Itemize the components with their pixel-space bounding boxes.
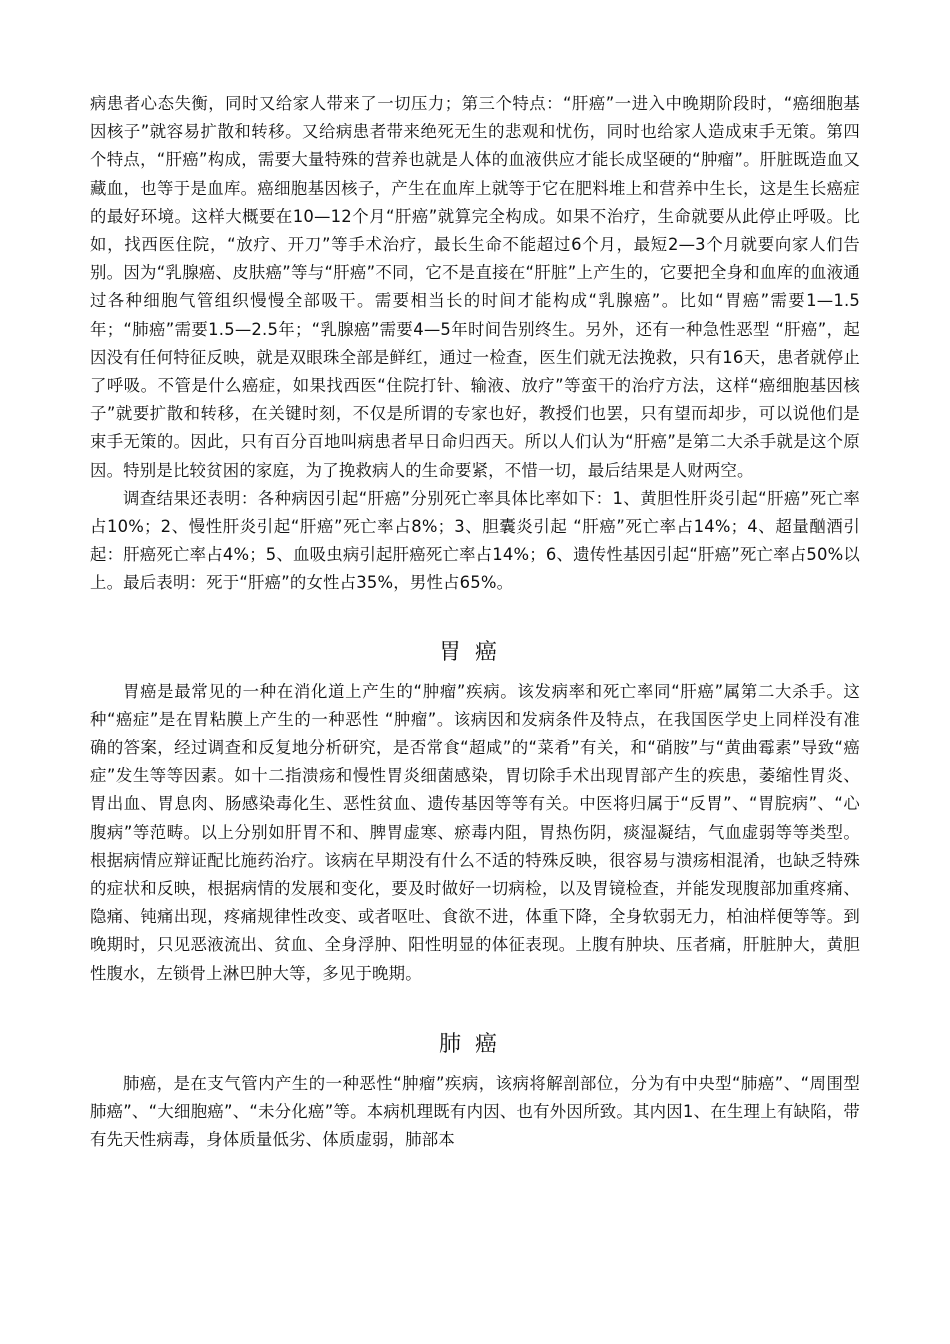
document-page [90, 90, 860, 1155]
paragraph-liver-cancer-continued: 病患者心态失衡，同时又给家人带来了一切压力；第三个特点：“肝癌”一进入中晚期阶段时，“癌细胞基因核子”就容易扩散和转移。又给病患者带来绝死无生的悲观和忧伤，同时也给家人造成束手无策。第四个特点，“肝癌”构成，需要大量特殊的营养也就是人体的血液供应才能长成坚硬的“肿瘤”。肝脏既造血又藏血，也等于是血库。癌细胞基因核子，产生在血库上就等于它在肥料堆上和营养中生长，这是生长癌症的最好环境。这样大概要在10—12个月“肝癌”就算完全构成。如果不治疗，生命就要从此停止呼吸。比如，找西医住院，“放疗、开刀”等手术治疗，最长生命不能超过6个月，最短2—3个月就要向家人们告别。因为“乳腺癌、皮肤癌”等与“肝癌”不同，它不是直接在“肝脏”上产生的，它要把全身和血库的血液通过各种细胞气管组织慢慢全部吸干。需要相当长的时间才能构成“乳腺癌”。比如“胃癌”需要1—1.5年；“肺癌”需要1.5—2.5年；“乳腺癌”需要4—5年时间告别终生。另外，还有一种急性恶型 “肝癌”，起因没有任何特征反映，就是双眼珠全部是鲜红，通过一检查，医生们就无法挽救，只有16天，患者就停止了呼吸。不管是什么癌症，如果找西医“住院打针、输液、放疗”等蛮干的治疗方法，这样“癌细胞基因核子”就要扩散和转移，在关键时刻，不仅是所谓的专家也好，教授们也罢，只有望而却步，可以说他们是束手无策的。因此，只有百分百地叫病患者早日命归西天。所以人们认为“肝癌”是第二大杀手就是这个原因。特别是比较贫困的家庭，为了挽救病人的生命要紧，不惜一切，最后结果是人财两空。 [90, 94, 860, 480]
section-heading-lung-cancer: 肺癌 [438, 1031, 511, 1057]
paragraph-lung-cancer: 肺癌，是在支气管内产生的一种恶性“肿瘤”疾病，该病将解剖部位，分为有中央型“肺癌”、“周围型肺癌”、“大细胞癌”、“未分化癌”等。本病机理既有内因、也有外因所致。其内因1、在生理上有缺陷，带有先天性病毒，身体质量低劣、体质虚弱，肺部本 [90, 1073, 860, 1150]
paragraph-liver-cancer-statistics: 调查结果还表明：各种病因引起“肝癌”分别死亡率具体比率如下：1、黄胆性肝炎引起“肝癌”死亡率占10%；2、慢性肝炎引起“肝癌”死亡率占8%；3、胆囊炎引起 “肝癌”死亡率占14%；4、超量酗酒引起：肝癌死亡率占4%；5、血吸虫病引起肝癌死亡率占14%；6、遗传性基因引起“肝癌”死亡率占50%以上。最后表明：死于“肝癌”的女性占35%，男性占65%。 [90, 488, 860, 593]
section-heading-stomach-cancer: 胃癌 [438, 639, 511, 665]
paragraph-stomach-cancer: 胃癌是最常见的一种在消化道上产生的“肿瘤”疾病。该发病率和死亡率同“肝癌”属第二大杀手。这种“癌症”是在胃粘膜上产生的一种恶性 “肿瘤”。该病因和发病条件及特点，在我国医学史上同样没有准确的答案，经过调查和反复地分析研究，是否常食“超咸”的“菜肴”有关，和“硝胺”与“黄曲霉素”导致“癌症”发生等等因素。如十二指溃疡和慢性胃炎细菌感染，胃切除手术出现胃部产生的疾患，萎缩性胃炎、胃出血、胃息肉、肠感染毒化生、恶性贫血、遗传基因等等有关。中医将归属于“反胃”、“胃脘病”、“心腹病”等范畴。以上分别如肝胃不和、脾胃虚寒、瘀毒内阻，胃热伤阴，痰湿凝结，气血虚弱等等类型。根据病情应辩证配比施药治疗。该病在早期没有什么不适的特殊反映，很容易与溃疡相混淆，也缺乏特殊的症状和反映，根据病情的发展和变化，要及时做好一切病检，以及胃镜检查，并能发现腹部加重疼痛、隐痛、钝痛出现，疼痛规律性改变、或者呕吐、食欲不进，体重下降，全身软弱无力，柏油样便等等。到晚期时，只见恶液流出、贫血、全身浮肿、阳性明显的体征表现。上腹有肿块、压者痛，肝脏肿大，黄胆性腹水，左锁骨上淋巴肿大等，多见于晚期。 [90, 681, 860, 983]
